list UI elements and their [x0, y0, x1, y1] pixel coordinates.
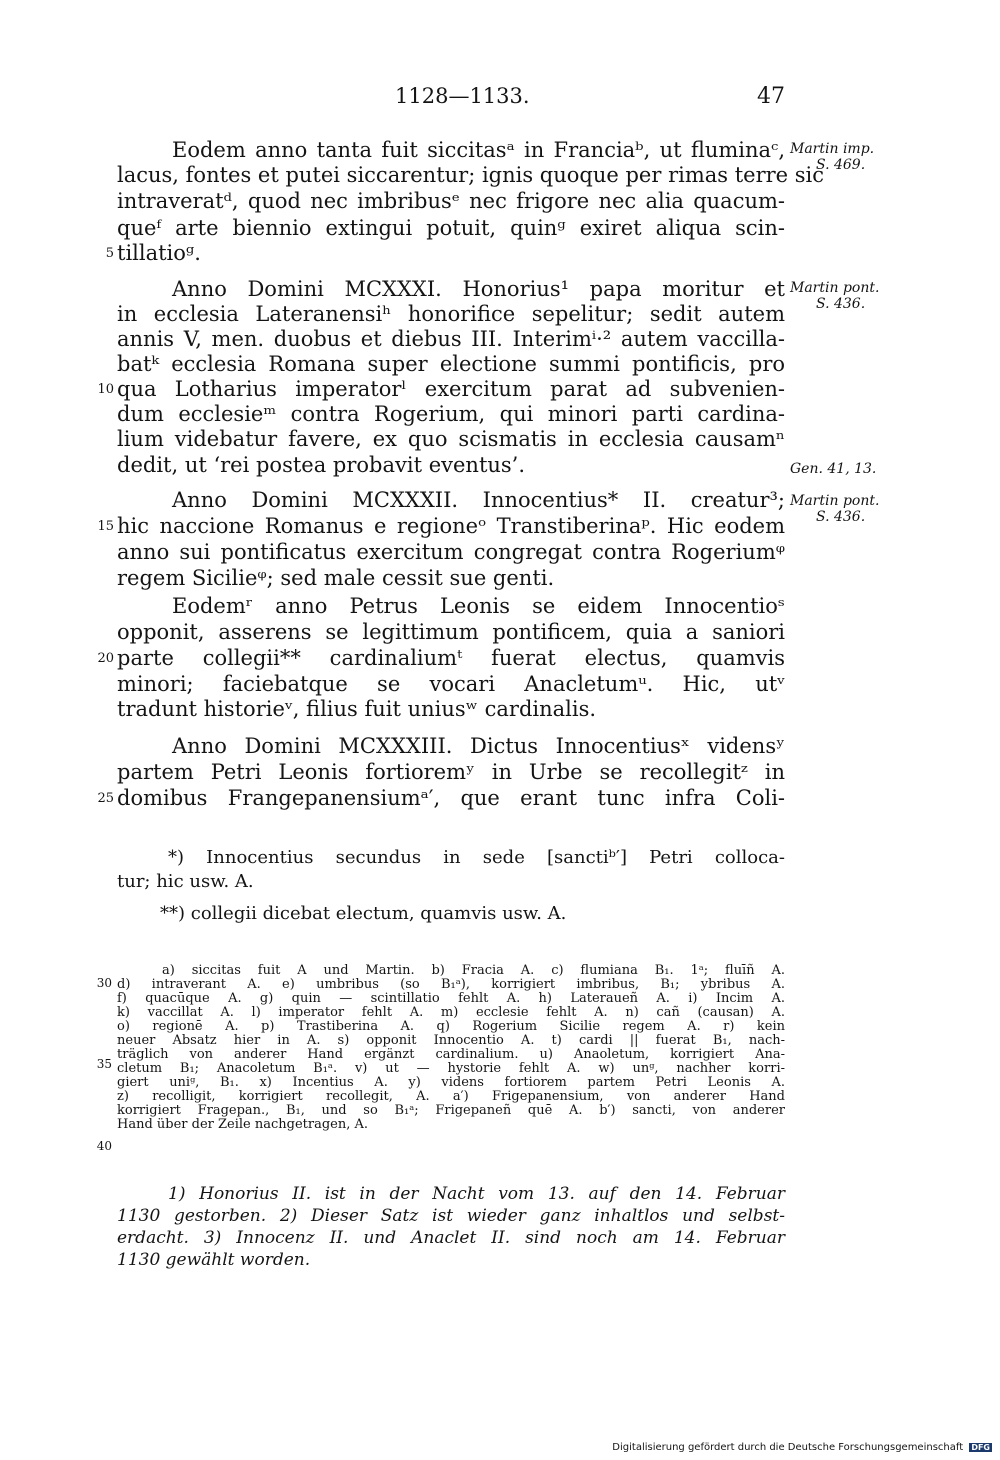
text-line: batᵏ ecclesia Romana super electione summi pontificis, pro [117, 352, 785, 376]
line-number: 35 [96, 1057, 112, 1071]
text-line: anno sui pontificatus exercitum congregat contra Rogeriumᵠ [117, 540, 785, 564]
note-line: 1130 gestorben. 2) Dieser Satz ist wieder ganz inhaltlos und selbst- [117, 1206, 785, 1226]
text-line: tradunt historieᵛ, filius fuit uniusʷ cardinalis. [117, 697, 597, 721]
line-number: 40 [96, 1139, 112, 1153]
apparatus-line: z) recolligit, korrigiert recollegit, A. a′) Frigepanensium, von anderer Hand [117, 1089, 785, 1104]
text-line: lacus, fontes et putei siccarentur; ignis quoque per rimas terre sic [117, 163, 825, 187]
margin-ref: Martin pont. S. 436. [790, 280, 880, 312]
text-line: Anno Domini MCXXXIII. Dictus Innocentiusˣ vidensʸ [172, 734, 785, 758]
line-number: 10 [97, 382, 114, 397]
apparatus-line: d) intraverant A. e) umbribus (so B₁ᵃ), korrigiert imbribus, B₁; ybribus A. [117, 977, 785, 992]
footnote-line: **) collegii dicebat electum, quamvis usw. A. [160, 903, 567, 924]
text-line: dum ecclesieᵐ contra Rogerium, qui minori parti cardina- [117, 402, 785, 426]
note-line: 1) Honorius II. ist in der Nacht vom 13. auf den 14. Februar [168, 1184, 785, 1204]
text-line: intraveratᵈ, quod nec imbribusᵉ nec frigore nec alia quacum- [117, 189, 785, 213]
line-number: 30 [96, 976, 112, 990]
dfg-logo: DFG [971, 1443, 990, 1452]
text-line: regem Sicilieᵠ; sed male cessit sue genti. [117, 566, 555, 590]
text-line: parte collegii** cardinaliumᵗ fuerat electus, quamvis [117, 646, 785, 670]
digitization-credit [612, 1442, 992, 1453]
apparatus-line: neuer Absatz hier in A. s) opponit Innocentio A. t) cardi || fuerat B₁, nach- [117, 1033, 785, 1048]
margin-ref: Gen. 41, 13. [790, 461, 877, 477]
line-number: 5 [105, 246, 114, 261]
line-number: 20 [97, 651, 114, 666]
text-line: partem Petri Leonis fortioremʸ in Urbe se recollegitᶻ in [117, 760, 785, 784]
apparatus-line: o) regionē A. p) Trastiberina A. q) Rogerium Sicilie regem A. r) kein [117, 1019, 785, 1034]
text-line: Anno Domini MCXXXII. Innocentius* II. creatur³; [172, 488, 785, 512]
text-line: annis V, men. duobus et diebus III. Interimⁱ·² autem vaccilla- [117, 327, 785, 351]
apparatus-line: a) siccitas fuit A und Martin. b) Fracia A. c) flumiana B₁. 1ᵃ; fluīñ A. [162, 963, 785, 978]
apparatus-line: k) vaccillat A. l) imperator fehlt A. m) ecclesie fehlt A. n) cañ (causan) A. [117, 1005, 785, 1020]
text-line: Eodem anno tanta fuit siccitasᵃ in Franciaᵇ, ut fluminaᶜ, [172, 138, 785, 162]
page-number: 47 [757, 84, 785, 109]
text-line: qua Lotharius imperatorˡ exercitum parat ad subvenien- [117, 377, 785, 401]
line-number: 15 [97, 519, 114, 534]
text-line: minori; faciebatque se vocari Anacletumᵘ. Hic, utᵛ [117, 672, 785, 696]
text-line: queᶠ arte biennio extingui potuit, quinᵍ exiret aliqua scin- [117, 216, 785, 240]
text-line: hic naccione Romanus e regioneᵒ Transtiberinaᵖ. Hic eodem [117, 514, 785, 538]
footnote-line: tur; hic usw. A. [117, 871, 254, 892]
line-number: 25 [97, 791, 114, 806]
year-range: 1128—1133. [395, 84, 530, 108]
margin-ref: Martin pont. S. 436. [790, 493, 880, 525]
note-line: 1130 gewählt worden. [117, 1250, 311, 1270]
apparatus-line: cletum B₁; Anacoletum B₁ᵃ. v) ut — hystorie fehlt A. w) unᵍ, nachher korri- [117, 1061, 785, 1076]
apparatus-line: korrigiert Fragepan., B₁, und so B₁ᵃ; Frigepaneñ quē A. b′) sancti, von anderer [117, 1103, 785, 1118]
text-line: lium videbatur favere, ex quo scismatis in ecclesia causamⁿ [117, 427, 785, 451]
margin-ref: Martin imp. S. 469. [790, 141, 875, 173]
credit-text: Digitalisierung gefördert durch die Deutsche Forschungsgemeinschaft [612, 1442, 964, 1453]
note-line: erdacht. 3) Innocenz II. und Anaclet II. sind noch am 14. Februar [117, 1228, 785, 1248]
footnote-line: *) Innocentius secundus in sede [sanctiᵇ′] Petri colloca- [168, 847, 785, 868]
text-line: opponit, asserens se legittimum pontificem, quia a saniori [117, 620, 785, 644]
apparatus-line: träglich von anderer Hand ergänzt cardinalium. u) Anaoletum, korrigiert Ana- [117, 1047, 785, 1062]
text-line: dedit, ut ‘rei postea probavit eventus’. [117, 453, 526, 477]
text-line: tillatioᵍ. [117, 241, 201, 265]
apparatus-line: f) quacūque A. g) quin — scintillatio fehlt A. h) Lateraueñ A. i) Incim A. [117, 991, 785, 1006]
apparatus-line: Hand über der Zeile nachgetragen, A. [117, 1117, 369, 1132]
text-line: domibus Frangepanensiumᵃ′, que erant tunc infra Coli- [117, 786, 785, 810]
text-line: in ecclesia Lateranensiʰ honorifice sepelitur; sedit autem [117, 302, 785, 326]
text-line: Eodemʳ anno Petrus Leonis se eidem Innocentioˢ [172, 594, 785, 618]
apparatus-line: giert uniᵍ, B₁. x) Incentius A. y) videns fortiorem partem Petri Leonis A. [117, 1075, 785, 1090]
text-line: Anno Domini MCXXXI. Honorius¹ papa moritur et [172, 277, 785, 301]
